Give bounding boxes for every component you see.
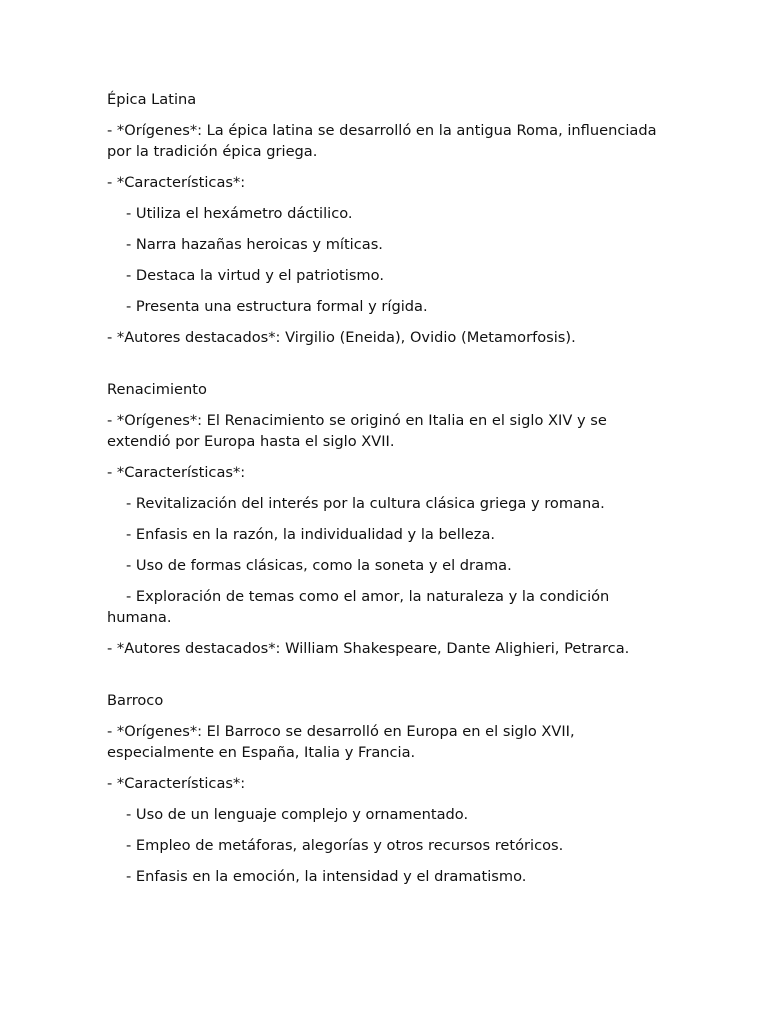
characteristic-item: - Narra hazañas heroicas y míticas. bbox=[126, 236, 383, 253]
characteristic-item: - Utiliza el hexámetro dáctilico. bbox=[126, 205, 353, 222]
section-renacimiento bbox=[107, 379, 667, 659]
characteristic-item: - Empleo de metáforas, alegorías y otros recursos retóricos. bbox=[126, 837, 564, 854]
characteristic-item: - Presenta una estructura formal y rígida. bbox=[126, 298, 428, 315]
section-epica-latina bbox=[107, 89, 667, 348]
characteristic-item: - Uso de un lenguaje complejo y ornamentado. bbox=[126, 806, 469, 823]
document-page bbox=[107, 89, 667, 918]
section-title: Épica Latina bbox=[107, 91, 197, 108]
characteristic-item: - Destaca la virtud y el patriotismo. bbox=[126, 267, 384, 284]
characteristic-item: - Enfasis en la emoción, la intensidad y el dramatismo. bbox=[126, 868, 527, 885]
characteristic-item: - Uso de formas clásicas, como la soneta y el drama. bbox=[126, 557, 512, 574]
characteristics-label: - *Características*: bbox=[107, 174, 246, 191]
authors-paragraph: - *Autores destacados*: Virgilio (Eneida), Ovidio (Metamorfosis). bbox=[107, 329, 576, 346]
characteristic-item: - Exploración de temas como el amor, la naturaleza y la condición humana. bbox=[107, 588, 610, 626]
section-title: Renacimiento bbox=[107, 381, 207, 398]
characteristics-label: - *Características*: bbox=[107, 775, 246, 792]
authors-paragraph: - *Autores destacados*: William Shakespeare, Dante Alighieri, Petrarca. bbox=[107, 640, 630, 657]
origins-paragraph: - *Orígenes*: La épica latina se desarrolló en la antigua Roma, influenciada por la tradición épica griega. bbox=[107, 122, 657, 160]
origins-paragraph: - *Orígenes*: El Renacimiento se originó en Italia en el siglo XIV y se extendió por Europa hasta el siglo XVII. bbox=[107, 412, 607, 450]
origins-paragraph: - *Orígenes*: El Barroco se desarrolló en Europa en el siglo XVII, especialmente en España, Italia y Francia. bbox=[107, 723, 575, 761]
characteristics-label: - *Características*: bbox=[107, 464, 246, 481]
characteristic-item: - Enfasis en la razón, la individualidad y la belleza. bbox=[126, 526, 496, 543]
section-barroco bbox=[107, 690, 667, 887]
section-title: Barroco bbox=[107, 692, 164, 709]
characteristic-item: - Revitalización del interés por la cultura clásica griega y romana. bbox=[126, 495, 605, 512]
